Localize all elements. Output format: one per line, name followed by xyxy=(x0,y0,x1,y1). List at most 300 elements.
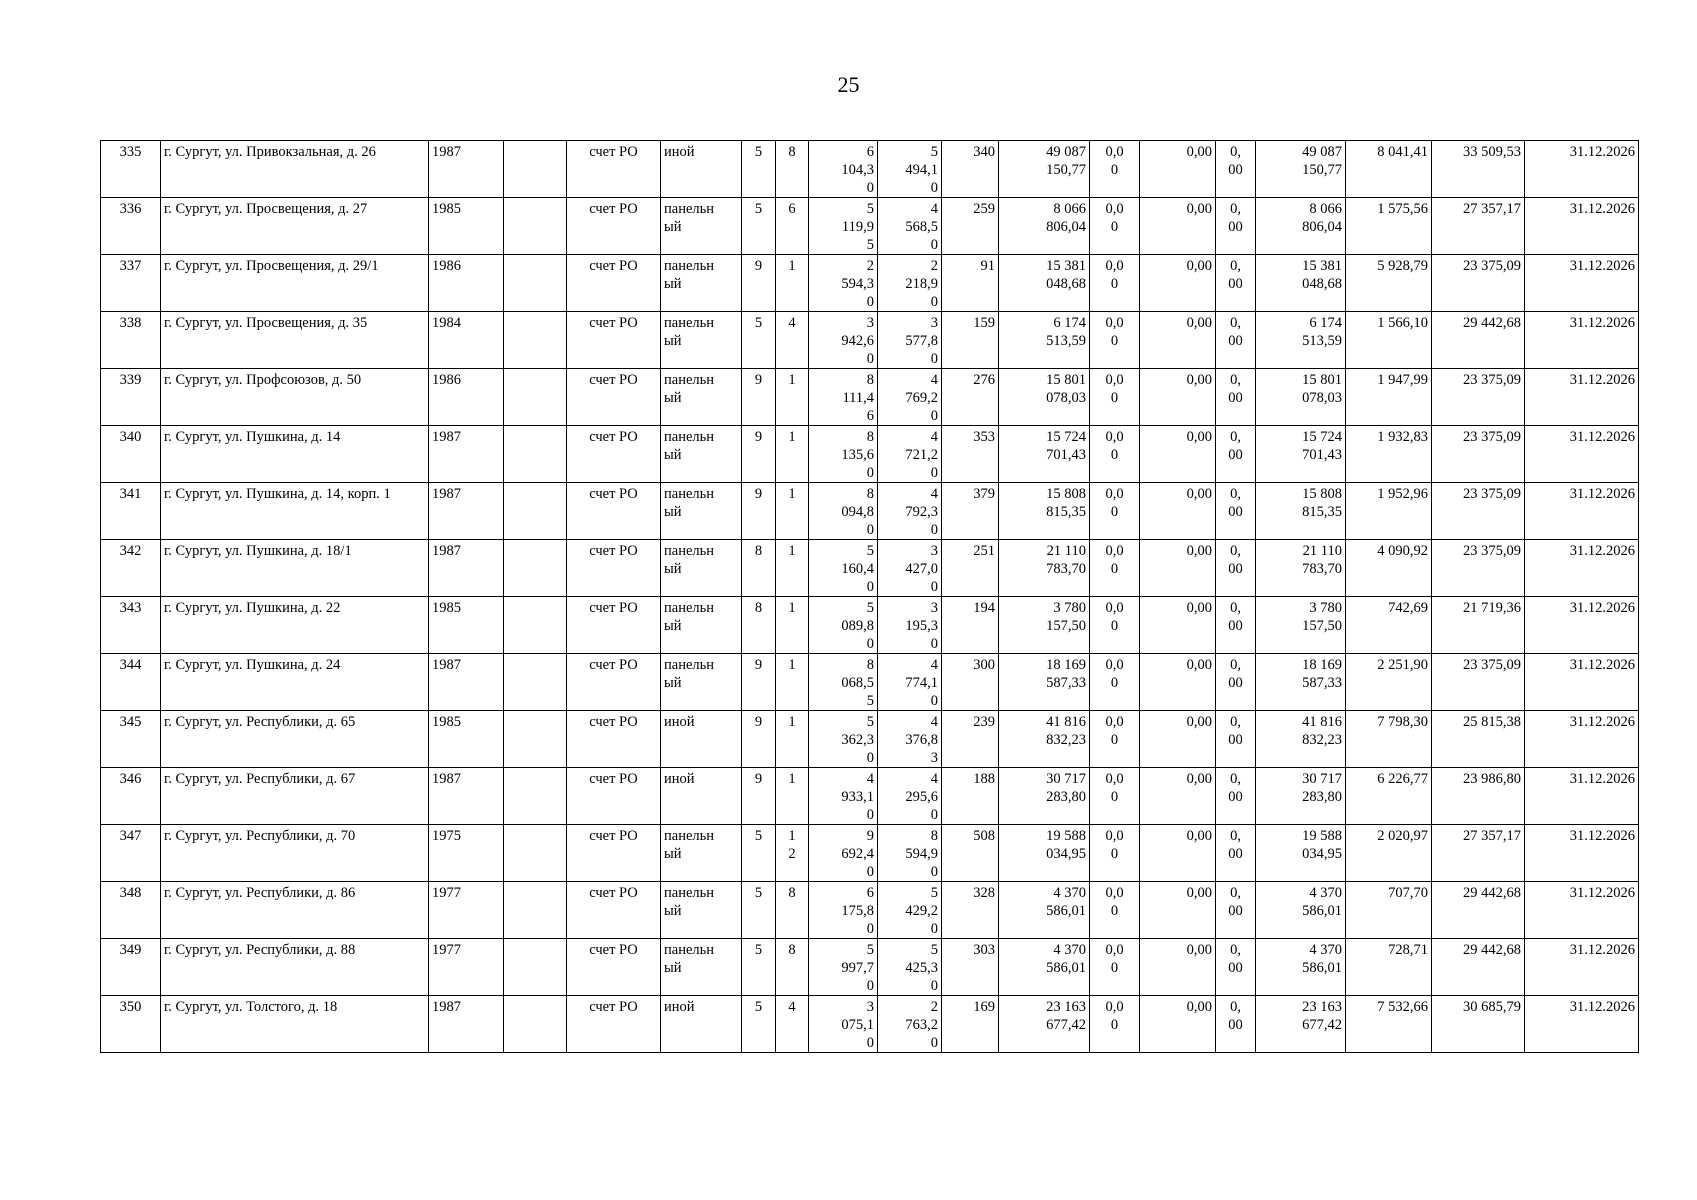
residents-cell: 239 xyxy=(942,711,999,768)
deadline-cell: 31.12.2026 xyxy=(1525,198,1639,255)
year-cell: 1977 xyxy=(429,882,504,939)
cost-limit-cell: 27 357,17 xyxy=(1432,198,1525,255)
floors-cell: 9 xyxy=(742,483,776,540)
deadline-cell: 31.12.2026 xyxy=(1525,597,1639,654)
total-cost-cell: 30 717 283,80 xyxy=(999,768,1090,825)
total-area-cell: 6 104,3 0 xyxy=(809,141,878,198)
residents-cell: 251 xyxy=(942,540,999,597)
deadline-cell: 31.12.2026 xyxy=(1525,141,1639,198)
total-area-cell: 2 594,3 0 xyxy=(809,255,878,312)
empty-cell xyxy=(504,255,567,312)
empty-cell xyxy=(504,369,567,426)
row-number: 335 xyxy=(101,141,161,198)
wall-material-cell: панельн ый xyxy=(661,540,742,597)
fund-method-cell: счет РО xyxy=(567,711,661,768)
address-cell: г. Сургут, ул. Просвещения, д. 35 xyxy=(161,312,429,369)
year-cell: 1986 xyxy=(429,255,504,312)
fund-method-cell: счет РО xyxy=(567,654,661,711)
wall-material-cell: панельн ый xyxy=(661,198,742,255)
fund-b-cell: 0,00 xyxy=(1140,882,1216,939)
deadline-cell: 31.12.2026 xyxy=(1525,939,1639,996)
table-row xyxy=(101,939,1639,996)
entrances-cell: 4 xyxy=(776,996,809,1053)
page-number: 25 xyxy=(837,72,860,97)
floors-cell: 9 xyxy=(742,369,776,426)
living-area-cell: 4 769,2 0 xyxy=(878,369,942,426)
fund-a-cell: 0,0 0 xyxy=(1090,654,1140,711)
fund-a-cell: 0,0 0 xyxy=(1090,882,1140,939)
wall-material-cell: панельн ый xyxy=(661,483,742,540)
address-cell: г. Сургут, ул. Республики, д. 70 xyxy=(161,825,429,882)
fund-a-cell: 0,0 0 xyxy=(1090,939,1140,996)
deadline-cell: 31.12.2026 xyxy=(1525,483,1639,540)
specific-cost-cell: 707,70 xyxy=(1346,882,1432,939)
wall-material-cell: панельн ый xyxy=(661,825,742,882)
owners-funds-cell: 15 801 078,03 xyxy=(1256,369,1346,426)
table-row xyxy=(101,996,1639,1053)
address-cell: г. Сургут, ул. Пушкина, д. 18/1 xyxy=(161,540,429,597)
row-number: 344 xyxy=(101,654,161,711)
cost-limit-cell: 23 375,09 xyxy=(1432,255,1525,312)
year-cell: 1987 xyxy=(429,996,504,1053)
registry-table xyxy=(100,140,1639,1053)
address-cell: г. Сургут, ул. Пушкина, д. 14, корп. 1 xyxy=(161,483,429,540)
deadline-cell: 31.12.2026 xyxy=(1525,426,1639,483)
table-row xyxy=(101,540,1639,597)
living-area-cell: 4 792,3 0 xyxy=(878,483,942,540)
specific-cost-cell: 1 932,83 xyxy=(1346,426,1432,483)
residents-cell: 188 xyxy=(942,768,999,825)
residents-cell: 91 xyxy=(942,255,999,312)
fund-b-cell: 0,00 xyxy=(1140,141,1216,198)
fund-method-cell: счет РО xyxy=(567,255,661,312)
address-cell: г. Сургут, ул. Республики, д. 65 xyxy=(161,711,429,768)
fund-b-cell: 0,00 xyxy=(1140,198,1216,255)
specific-cost-cell: 6 226,77 xyxy=(1346,768,1432,825)
empty-cell xyxy=(504,483,567,540)
empty-cell xyxy=(504,711,567,768)
living-area-cell: 4 295,6 0 xyxy=(878,768,942,825)
owners-funds-cell: 15 808 815,35 xyxy=(1256,483,1346,540)
floors-cell: 9 xyxy=(742,711,776,768)
year-cell: 1985 xyxy=(429,198,504,255)
total-cost-cell: 18 169 587,33 xyxy=(999,654,1090,711)
owners-funds-cell: 23 163 677,42 xyxy=(1256,996,1346,1053)
deadline-cell: 31.12.2026 xyxy=(1525,882,1639,939)
fund-b-cell: 0,00 xyxy=(1140,939,1216,996)
fund-c-cell: 0, 00 xyxy=(1216,768,1256,825)
living-area-cell: 5 429,2 0 xyxy=(878,882,942,939)
specific-cost-cell: 5 928,79 xyxy=(1346,255,1432,312)
entrances-cell: 4 xyxy=(776,312,809,369)
row-number: 343 xyxy=(101,597,161,654)
fund-c-cell: 0, 00 xyxy=(1216,426,1256,483)
fund-method-cell: счет РО xyxy=(567,882,661,939)
fund-method-cell: счет РО xyxy=(567,426,661,483)
total-cost-cell: 23 163 677,42 xyxy=(999,996,1090,1053)
deadline-cell: 31.12.2026 xyxy=(1525,825,1639,882)
row-number: 349 xyxy=(101,939,161,996)
cost-limit-cell: 29 442,68 xyxy=(1432,312,1525,369)
empty-cell xyxy=(504,426,567,483)
cost-limit-cell: 23 375,09 xyxy=(1432,483,1525,540)
total-area-cell: 6 175,8 0 xyxy=(809,882,878,939)
floors-cell: 9 xyxy=(742,255,776,312)
fund-b-cell: 0,00 xyxy=(1140,426,1216,483)
living-area-cell: 3 577,8 0 xyxy=(878,312,942,369)
owners-funds-cell: 6 174 513,59 xyxy=(1256,312,1346,369)
cost-limit-cell: 23 375,09 xyxy=(1432,540,1525,597)
owners-funds-cell: 8 066 806,04 xyxy=(1256,198,1346,255)
wall-material-cell: панельн ый xyxy=(661,882,742,939)
cost-limit-cell: 30 685,79 xyxy=(1432,996,1525,1053)
empty-cell xyxy=(504,312,567,369)
fund-c-cell: 0, 00 xyxy=(1216,711,1256,768)
residents-cell: 194 xyxy=(942,597,999,654)
year-cell: 1987 xyxy=(429,540,504,597)
fund-b-cell: 0,00 xyxy=(1140,654,1216,711)
row-number: 342 xyxy=(101,540,161,597)
residents-cell: 276 xyxy=(942,369,999,426)
address-cell: г. Сургут, ул. Привокзальная, д. 26 xyxy=(161,141,429,198)
owners-funds-cell: 19 588 034,95 xyxy=(1256,825,1346,882)
fund-c-cell: 0, 00 xyxy=(1216,255,1256,312)
deadline-cell: 31.12.2026 xyxy=(1525,255,1639,312)
fund-b-cell: 0,00 xyxy=(1140,369,1216,426)
fund-c-cell: 0, 00 xyxy=(1216,654,1256,711)
wall-material-cell: иной xyxy=(661,711,742,768)
address-cell: г. Сургут, ул. Республики, д. 67 xyxy=(161,768,429,825)
address-cell: г. Сургут, ул. Республики, д. 88 xyxy=(161,939,429,996)
fund-a-cell: 0,0 0 xyxy=(1090,483,1140,540)
empty-cell xyxy=(504,939,567,996)
specific-cost-cell: 7 798,30 xyxy=(1346,711,1432,768)
address-cell: г. Сургут, ул. Просвещения, д. 29/1 xyxy=(161,255,429,312)
deadline-cell: 31.12.2026 xyxy=(1525,312,1639,369)
year-cell: 1987 xyxy=(429,426,504,483)
entrances-cell: 6 xyxy=(776,198,809,255)
year-cell: 1987 xyxy=(429,141,504,198)
deadline-cell: 31.12.2026 xyxy=(1525,768,1639,825)
deadline-cell: 31.12.2026 xyxy=(1525,996,1639,1053)
total-area-cell: 8 094,8 0 xyxy=(809,483,878,540)
floors-cell: 5 xyxy=(742,882,776,939)
wall-material-cell: панельн ый xyxy=(661,597,742,654)
year-cell: 1987 xyxy=(429,483,504,540)
fund-method-cell: счет РО xyxy=(567,483,661,540)
fund-a-cell: 0,0 0 xyxy=(1090,711,1140,768)
wall-material-cell: иной xyxy=(661,768,742,825)
total-cost-cell: 15 381 048,68 xyxy=(999,255,1090,312)
address-cell: г. Сургут, ул. Пушкина, д. 14 xyxy=(161,426,429,483)
table-row xyxy=(101,312,1639,369)
entrances-cell: 1 xyxy=(776,483,809,540)
row-number: 338 xyxy=(101,312,161,369)
table-row xyxy=(101,711,1639,768)
residents-cell: 340 xyxy=(942,141,999,198)
total-area-cell: 9 692,4 0 xyxy=(809,825,878,882)
owners-funds-cell: 15 724 701,43 xyxy=(1256,426,1346,483)
row-number: 339 xyxy=(101,369,161,426)
address-cell: г. Сургут, ул. Профсоюзов, д. 50 xyxy=(161,369,429,426)
fund-a-cell: 0,0 0 xyxy=(1090,255,1140,312)
year-cell: 1985 xyxy=(429,711,504,768)
fund-b-cell: 0,00 xyxy=(1140,768,1216,825)
total-area-cell: 5 119,9 5 xyxy=(809,198,878,255)
deadline-cell: 31.12.2026 xyxy=(1525,654,1639,711)
living-area-cell: 4 568,5 0 xyxy=(878,198,942,255)
fund-method-cell: счет РО xyxy=(567,540,661,597)
living-area-cell: 4 376,8 3 xyxy=(878,711,942,768)
fund-c-cell: 0, 00 xyxy=(1216,141,1256,198)
total-cost-cell: 15 808 815,35 xyxy=(999,483,1090,540)
specific-cost-cell: 7 532,66 xyxy=(1346,996,1432,1053)
empty-cell xyxy=(504,825,567,882)
address-cell: г. Сургут, ул. Пушкина, д. 24 xyxy=(161,654,429,711)
fund-method-cell: счет РО xyxy=(567,141,661,198)
fund-c-cell: 0, 00 xyxy=(1216,540,1256,597)
fund-c-cell: 0, 00 xyxy=(1216,483,1256,540)
empty-cell xyxy=(504,768,567,825)
fund-c-cell: 0, 00 xyxy=(1216,996,1256,1053)
fund-a-cell: 0,0 0 xyxy=(1090,768,1140,825)
empty-cell xyxy=(504,540,567,597)
fund-method-cell: счет РО xyxy=(567,312,661,369)
row-number: 345 xyxy=(101,711,161,768)
specific-cost-cell: 2 251,90 xyxy=(1346,654,1432,711)
owners-funds-cell: 49 087 150,77 xyxy=(1256,141,1346,198)
fund-a-cell: 0,0 0 xyxy=(1090,141,1140,198)
living-area-cell: 2 218,9 0 xyxy=(878,255,942,312)
total-area-cell: 5 997,7 0 xyxy=(809,939,878,996)
year-cell: 1984 xyxy=(429,312,504,369)
floors-cell: 5 xyxy=(742,312,776,369)
cost-limit-cell: 23 375,09 xyxy=(1432,369,1525,426)
fund-a-cell: 0,0 0 xyxy=(1090,369,1140,426)
fund-method-cell: счет РО xyxy=(567,939,661,996)
total-area-cell: 8 135,6 0 xyxy=(809,426,878,483)
wall-material-cell: иной xyxy=(661,141,742,198)
fund-method-cell: счет РО xyxy=(567,996,661,1053)
wall-material-cell: панельн ый xyxy=(661,939,742,996)
specific-cost-cell: 1 947,99 xyxy=(1346,369,1432,426)
owners-funds-cell: 41 816 832,23 xyxy=(1256,711,1346,768)
total-cost-cell: 4 370 586,01 xyxy=(999,882,1090,939)
wall-material-cell: панельн ый xyxy=(661,369,742,426)
specific-cost-cell: 728,71 xyxy=(1346,939,1432,996)
specific-cost-cell: 8 041,41 xyxy=(1346,141,1432,198)
cost-limit-cell: 29 442,68 xyxy=(1432,939,1525,996)
fund-c-cell: 0, 00 xyxy=(1216,198,1256,255)
residents-cell: 259 xyxy=(942,198,999,255)
address-cell: г. Сургут, ул. Просвещения, д. 27 xyxy=(161,198,429,255)
row-number: 347 xyxy=(101,825,161,882)
cost-limit-cell: 25 815,38 xyxy=(1432,711,1525,768)
living-area-cell: 3 195,3 0 xyxy=(878,597,942,654)
table-row xyxy=(101,198,1639,255)
empty-cell xyxy=(504,597,567,654)
fund-method-cell: счет РО xyxy=(567,597,661,654)
total-area-cell: 5 160,4 0 xyxy=(809,540,878,597)
entrances-cell: 1 xyxy=(776,711,809,768)
total-area-cell: 5 362,3 0 xyxy=(809,711,878,768)
table-row xyxy=(101,483,1639,540)
entrances-cell: 1 xyxy=(776,369,809,426)
table-body xyxy=(101,141,1639,1053)
total-area-cell: 3 942,6 0 xyxy=(809,312,878,369)
entrances-cell: 1 xyxy=(776,540,809,597)
cost-limit-cell: 23 986,80 xyxy=(1432,768,1525,825)
cost-limit-cell: 29 442,68 xyxy=(1432,882,1525,939)
fund-b-cell: 0,00 xyxy=(1140,825,1216,882)
fund-c-cell: 0, 00 xyxy=(1216,312,1256,369)
row-number: 340 xyxy=(101,426,161,483)
row-number: 348 xyxy=(101,882,161,939)
entrances-cell: 8 xyxy=(776,939,809,996)
fund-a-cell: 0,0 0 xyxy=(1090,597,1140,654)
cost-limit-cell: 23 375,09 xyxy=(1432,654,1525,711)
residents-cell: 300 xyxy=(942,654,999,711)
table-row xyxy=(101,255,1639,312)
floors-cell: 9 xyxy=(742,426,776,483)
floors-cell: 9 xyxy=(742,654,776,711)
entrances-cell: 1 xyxy=(776,255,809,312)
floors-cell: 5 xyxy=(742,141,776,198)
residents-cell: 379 xyxy=(942,483,999,540)
wall-material-cell: панельн ый xyxy=(661,654,742,711)
row-number: 346 xyxy=(101,768,161,825)
table-row xyxy=(101,369,1639,426)
specific-cost-cell: 1 566,10 xyxy=(1346,312,1432,369)
fund-a-cell: 0,0 0 xyxy=(1090,996,1140,1053)
total-cost-cell: 4 370 586,01 xyxy=(999,939,1090,996)
owners-funds-cell: 30 717 283,80 xyxy=(1256,768,1346,825)
fund-b-cell: 0,00 xyxy=(1140,483,1216,540)
address-cell: г. Сургут, ул. Толстого, д. 18 xyxy=(161,996,429,1053)
living-area-cell: 2 763,2 0 xyxy=(878,996,942,1053)
row-number: 350 xyxy=(101,996,161,1053)
specific-cost-cell: 742,69 xyxy=(1346,597,1432,654)
table-row xyxy=(101,882,1639,939)
entrances-cell: 1 xyxy=(776,597,809,654)
fund-c-cell: 0, 00 xyxy=(1216,597,1256,654)
total-cost-cell: 15 801 078,03 xyxy=(999,369,1090,426)
empty-cell xyxy=(504,882,567,939)
year-cell: 1987 xyxy=(429,654,504,711)
floors-cell: 8 xyxy=(742,597,776,654)
owners-funds-cell: 3 780 157,50 xyxy=(1256,597,1346,654)
empty-cell xyxy=(504,141,567,198)
total-cost-cell: 19 588 034,95 xyxy=(999,825,1090,882)
living-area-cell: 4 721,2 0 xyxy=(878,426,942,483)
floors-cell: 5 xyxy=(742,198,776,255)
table-row xyxy=(101,141,1639,198)
total-cost-cell: 49 087 150,77 xyxy=(999,141,1090,198)
floors-cell: 5 xyxy=(742,939,776,996)
wall-material-cell: панельн ый xyxy=(661,312,742,369)
table-row xyxy=(101,597,1639,654)
specific-cost-cell: 2 020,97 xyxy=(1346,825,1432,882)
row-number: 336 xyxy=(101,198,161,255)
residents-cell: 169 xyxy=(942,996,999,1053)
address-cell: г. Сургут, ул. Республики, д. 86 xyxy=(161,882,429,939)
year-cell: 1977 xyxy=(429,939,504,996)
deadline-cell: 31.12.2026 xyxy=(1525,711,1639,768)
total-area-cell: 4 933,1 0 xyxy=(809,768,878,825)
fund-b-cell: 0,00 xyxy=(1140,711,1216,768)
table-row xyxy=(101,768,1639,825)
fund-a-cell: 0,0 0 xyxy=(1090,198,1140,255)
cost-limit-cell: 21 719,36 xyxy=(1432,597,1525,654)
cost-limit-cell: 27 357,17 xyxy=(1432,825,1525,882)
owners-funds-cell: 15 381 048,68 xyxy=(1256,255,1346,312)
entrances-cell: 1 xyxy=(776,654,809,711)
table-row xyxy=(101,426,1639,483)
total-cost-cell: 21 110 783,70 xyxy=(999,540,1090,597)
total-area-cell: 3 075,1 0 xyxy=(809,996,878,1053)
fund-b-cell: 0,00 xyxy=(1140,312,1216,369)
cost-limit-cell: 23 375,09 xyxy=(1432,426,1525,483)
owners-funds-cell: 21 110 783,70 xyxy=(1256,540,1346,597)
wall-material-cell: панельн ый xyxy=(661,426,742,483)
fund-method-cell: счет РО xyxy=(567,198,661,255)
fund-a-cell: 0,0 0 xyxy=(1090,426,1140,483)
row-number: 341 xyxy=(101,483,161,540)
total-cost-cell: 8 066 806,04 xyxy=(999,198,1090,255)
total-area-cell: 8 068,5 5 xyxy=(809,654,878,711)
living-area-cell: 3 427,0 0 xyxy=(878,540,942,597)
residents-cell: 303 xyxy=(942,939,999,996)
floors-cell: 8 xyxy=(742,540,776,597)
residents-cell: 353 xyxy=(942,426,999,483)
fund-a-cell: 0,0 0 xyxy=(1090,825,1140,882)
residents-cell: 508 xyxy=(942,825,999,882)
entrances-cell: 1 2 xyxy=(776,825,809,882)
table-row xyxy=(101,825,1639,882)
fund-c-cell: 0, 00 xyxy=(1216,939,1256,996)
fund-b-cell: 0,00 xyxy=(1140,996,1216,1053)
total-area-cell: 5 089,8 0 xyxy=(809,597,878,654)
wall-material-cell: иной xyxy=(661,996,742,1053)
total-cost-cell: 15 724 701,43 xyxy=(999,426,1090,483)
entrances-cell: 1 xyxy=(776,768,809,825)
year-cell: 1986 xyxy=(429,369,504,426)
fund-a-cell: 0,0 0 xyxy=(1090,312,1140,369)
total-cost-cell: 3 780 157,50 xyxy=(999,597,1090,654)
living-area-cell: 5 494,1 0 xyxy=(878,141,942,198)
fund-method-cell: счет РО xyxy=(567,369,661,426)
year-cell: 1987 xyxy=(429,768,504,825)
entrances-cell: 1 xyxy=(776,426,809,483)
floors-cell: 9 xyxy=(742,768,776,825)
living-area-cell: 8 594,9 0 xyxy=(878,825,942,882)
floors-cell: 5 xyxy=(742,825,776,882)
deadline-cell: 31.12.2026 xyxy=(1525,369,1639,426)
owners-funds-cell: 4 370 586,01 xyxy=(1256,882,1346,939)
total-cost-cell: 6 174 513,59 xyxy=(999,312,1090,369)
fund-c-cell: 0, 00 xyxy=(1216,882,1256,939)
fund-method-cell: счет РО xyxy=(567,825,661,882)
fund-b-cell: 0,00 xyxy=(1140,597,1216,654)
owners-funds-cell: 18 169 587,33 xyxy=(1256,654,1346,711)
owners-funds-cell: 4 370 586,01 xyxy=(1256,939,1346,996)
fund-c-cell: 0, 00 xyxy=(1216,369,1256,426)
entrances-cell: 8 xyxy=(776,882,809,939)
wall-material-cell: панельн ый xyxy=(661,255,742,312)
fund-b-cell: 0,00 xyxy=(1140,255,1216,312)
living-area-cell: 5 425,3 0 xyxy=(878,939,942,996)
year-cell: 1985 xyxy=(429,597,504,654)
